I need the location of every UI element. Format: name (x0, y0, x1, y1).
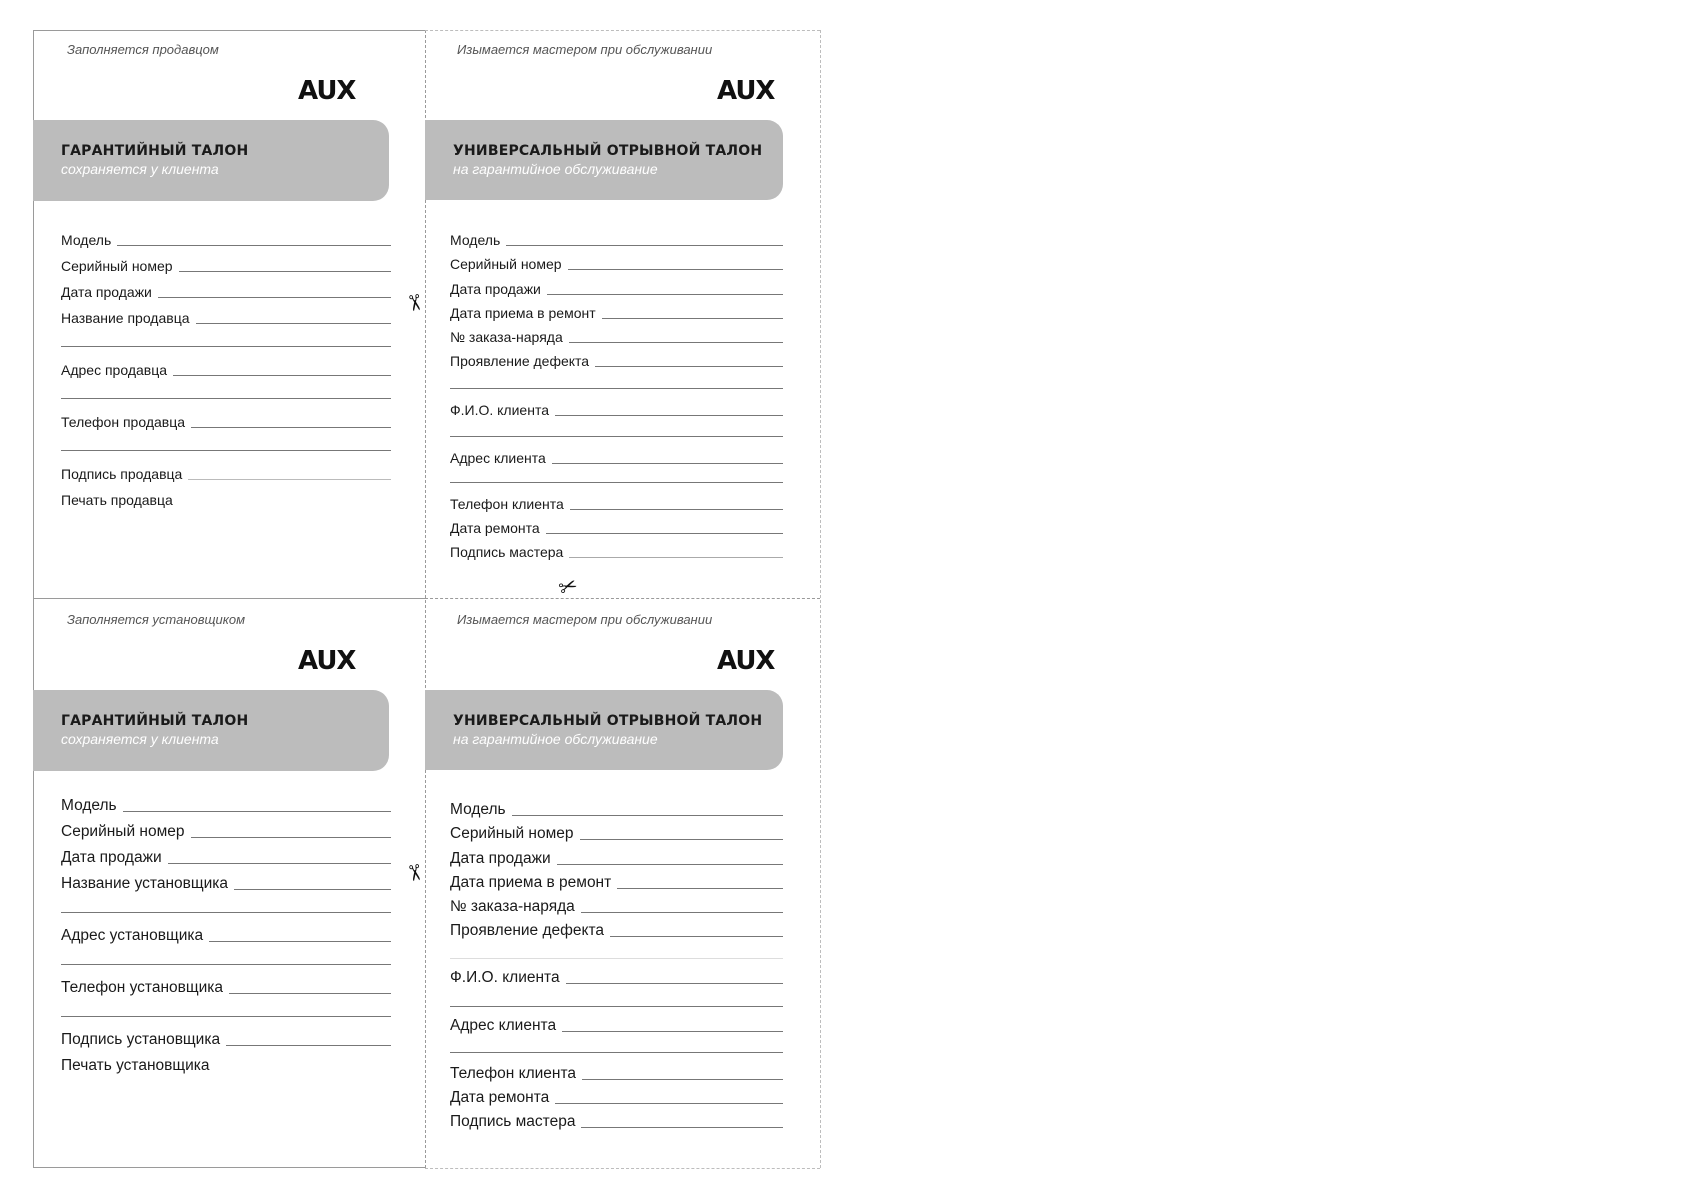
field-line (229, 993, 391, 994)
card-title: ГАРАНТИЙНЫЙ ТАЛОН (61, 713, 249, 729)
field-label: Дата продажи (61, 284, 152, 300)
field-label: Ф.И.О. клиента (450, 969, 560, 986)
field-serial-number[interactable] (61, 250, 391, 274)
field-label: № заказа-наряда (450, 898, 575, 915)
warranty-sheet (33, 30, 820, 1168)
field-seller-name[interactable] (61, 302, 391, 326)
field-seller-stamp (61, 484, 391, 508)
field-label: Телефон клиента (450, 496, 564, 512)
filled-by-note: Изымается мастером при обслуживании (457, 612, 713, 627)
field-line (168, 863, 391, 864)
field-line (617, 888, 783, 889)
field-line (555, 415, 783, 416)
field-label: Серийный номер (61, 823, 185, 840)
aux-logo: AUX (717, 76, 775, 106)
field-blank-line[interactable] (61, 398, 391, 399)
service-tear-off-coupon-bottom (425, 600, 817, 1168)
field-blank-line[interactable] (450, 388, 783, 389)
field-label: Проявление дефекта (450, 922, 605, 939)
field-serial-number[interactable] (61, 816, 391, 840)
field-label: Серийный номер (450, 825, 574, 842)
field-sale-date[interactable] (61, 842, 391, 866)
field-label: Модель (61, 797, 117, 814)
field-blank-line[interactable] (61, 450, 391, 451)
field-label: Серийный номер (61, 258, 173, 274)
field-line (188, 479, 391, 480)
field-defect-description[interactable] (450, 915, 783, 939)
field-installer-signature[interactable] (61, 1024, 391, 1048)
field-blank-line[interactable] (450, 436, 783, 437)
field-line (191, 427, 391, 428)
field-sale-date[interactable] (61, 276, 391, 300)
card-subtitle: сохраняется у клиента (61, 161, 219, 177)
field-installer-address[interactable] (61, 920, 391, 944)
card-subtitle: на гарантийное обслуживание (453, 161, 658, 177)
field-blank-line[interactable] (450, 1006, 783, 1007)
filled-by-note: Заполняется установщиком (67, 612, 246, 627)
field-label: Подпись мастера (450, 544, 564, 560)
field-label: Подпись мастера (450, 1113, 576, 1130)
field-label: Адрес клиента (450, 450, 546, 466)
field-line (547, 294, 783, 295)
field-seller-phone[interactable] (61, 406, 391, 430)
seller-warranty-card (33, 30, 429, 598)
field-seller-address[interactable] (61, 354, 391, 378)
field-blank-line[interactable] (61, 964, 391, 965)
field-installer-name[interactable] (61, 868, 391, 892)
card-subtitle: на гарантийное обслуживание (453, 731, 658, 747)
field-label: Дата ремонта (450, 1089, 550, 1106)
field-label: Модель (61, 232, 112, 248)
field-line (234, 889, 391, 890)
field-label: Дата приема в ремонт (450, 874, 612, 891)
field-label: Адрес продавца (61, 362, 168, 378)
field-line (226, 1045, 391, 1046)
field-line (568, 269, 783, 270)
card-title: УНИВЕРСАЛЬНЫЙ ОТРЫВНОЙ ТАЛОН (453, 143, 763, 159)
field-line (117, 245, 391, 246)
card-banner (425, 120, 783, 200)
installer-warranty-card (33, 600, 429, 1168)
field-line (566, 983, 783, 984)
field-sale-date[interactable] (450, 843, 783, 867)
filled-by-note: Изымается мастером при обслуживании (457, 42, 713, 57)
field-serial-number[interactable] (450, 818, 783, 842)
field-sale-date[interactable] (450, 273, 783, 297)
field-blank-line[interactable] (61, 1016, 391, 1017)
field-line (546, 533, 783, 534)
field-client-phone[interactable] (450, 1058, 783, 1082)
field-label: Подпись продавца (61, 466, 183, 482)
field-line (557, 864, 783, 865)
field-line (569, 557, 783, 558)
field-installer-phone[interactable] (61, 972, 391, 996)
field-line (582, 1079, 783, 1080)
field-label: Дата продажи (61, 849, 162, 866)
field-blank-line[interactable] (450, 1052, 783, 1053)
field-repair-intake-date[interactable] (450, 867, 783, 891)
field-client-phone[interactable] (450, 488, 783, 512)
field-line (570, 509, 783, 510)
card-banner (33, 690, 389, 771)
field-installer-stamp (61, 1050, 391, 1074)
field-line (569, 342, 783, 343)
field-technician-signature[interactable] (450, 536, 783, 560)
field-line (512, 815, 783, 816)
field-client-name[interactable] (450, 962, 783, 986)
field-label: Дата ремонта (450, 520, 540, 536)
cut-line-right (820, 30, 821, 1168)
field-model[interactable] (61, 790, 391, 814)
scissors-icon: ✂ (400, 861, 429, 885)
card-title: ГАРАНТИЙНЫЙ ТАЛОН (61, 143, 249, 159)
field-label: Дата продажи (450, 850, 551, 867)
cut-line-horizontal (425, 598, 820, 599)
field-line (610, 936, 783, 937)
field-line (595, 366, 783, 367)
filled-by-note: Заполняется продавцом (67, 42, 219, 57)
field-line (581, 1127, 783, 1128)
field-label: Печать установщика (61, 1057, 210, 1074)
field-line (123, 811, 391, 812)
aux-logo: AUX (298, 646, 356, 676)
field-line (562, 1031, 783, 1032)
field-line (602, 318, 783, 319)
field-repair-intake-date[interactable] (450, 297, 783, 321)
field-client-name[interactable] (450, 394, 783, 418)
field-label: Модель (450, 232, 501, 248)
field-model[interactable] (450, 224, 783, 248)
aux-logo: AUX (298, 76, 356, 106)
field-line (506, 245, 783, 246)
field-label: № заказа-наряда (450, 329, 563, 345)
field-blank-line[interactable] (450, 482, 783, 483)
field-label: Серийный номер (450, 256, 562, 272)
field-label: Модель (450, 801, 506, 818)
field-line (580, 839, 784, 840)
cut-line-bottom (425, 1168, 820, 1169)
field-line (555, 1103, 783, 1104)
field-line (209, 941, 391, 942)
field-line (173, 375, 391, 376)
field-model[interactable] (61, 224, 391, 248)
field-label: Ф.И.О. клиента (450, 402, 549, 418)
field-label: Телефон клиента (450, 1065, 576, 1082)
sheet-divider (33, 598, 425, 599)
field-blank-line[interactable] (450, 958, 783, 959)
field-client-address[interactable] (450, 1010, 783, 1034)
field-label: Подпись установщика (61, 1031, 221, 1048)
field-line (158, 297, 391, 298)
card-subtitle: сохраняется у клиента (61, 731, 219, 747)
field-line (196, 323, 392, 324)
field-model[interactable] (450, 794, 783, 818)
field-label: Адрес клиента (450, 1017, 557, 1034)
field-label: Название установщика (61, 875, 229, 892)
field-repair-date[interactable] (450, 512, 783, 536)
aux-logo: AUX (717, 646, 775, 676)
field-serial-number[interactable] (450, 248, 783, 272)
field-blank-line[interactable] (61, 912, 391, 913)
field-blank-line[interactable] (61, 346, 391, 347)
field-label: Проявление дефекта (450, 353, 590, 369)
field-label: Название продавца (61, 310, 190, 326)
field-order-number[interactable] (450, 321, 783, 345)
field-client-address[interactable] (450, 442, 783, 466)
field-label: Печать продавца (61, 492, 173, 508)
field-label: Дата приема в ремонт (450, 305, 596, 321)
field-seller-signature[interactable] (61, 458, 391, 482)
field-technician-signature[interactable] (450, 1106, 783, 1130)
field-defect-description[interactable] (450, 345, 783, 369)
field-repair-date[interactable] (450, 1082, 783, 1106)
field-label: Телефон продавца (61, 414, 186, 430)
scissors-icon: ✂ (400, 291, 429, 315)
field-label: Адрес установщика (61, 927, 204, 944)
field-order-number[interactable] (450, 891, 783, 915)
service-tear-off-coupon-top (425, 30, 817, 598)
field-line (552, 463, 783, 464)
field-label: Телефон установщика (61, 979, 224, 996)
card-banner (33, 120, 389, 201)
card-title: УНИВЕРСАЛЬНЫЙ ОТРЫВНОЙ ТАЛОН (453, 713, 763, 729)
field-line (191, 837, 392, 838)
field-label: Дата продажи (450, 281, 541, 297)
card-banner (425, 690, 783, 770)
scissors-icon: ✂ (555, 571, 581, 602)
field-line (179, 271, 391, 272)
field-line (581, 912, 783, 913)
